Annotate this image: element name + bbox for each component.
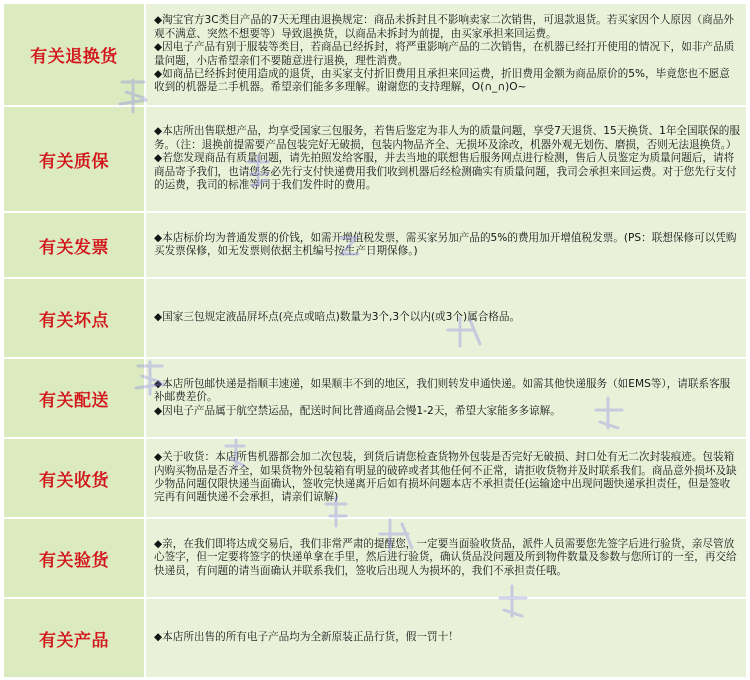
section-warranty xyxy=(3,106,747,212)
section-title: 有关发票 xyxy=(3,212,145,278)
body-line: ◆如商品已经拆封使用造成的退货，由买家支付折旧费用且承担来回运费，折旧费用金额为商品原价的5%，毕竟您也不愿意收到的机器是二手机器。希望亲们能多多理解。谢谢您的支持理解，O(∩_∩)O~ xyxy=(154,67,730,94)
body-line: ◆本店所包邮快递是指顺丰速递，如果顺丰不到的地区，我们则转发申通快递。如需其他快递服务（如EMS等），请联系客服补邮费差价。 xyxy=(154,377,731,404)
section-invoice xyxy=(3,212,747,278)
section-body xyxy=(145,358,747,438)
body-line: ◆本店所出售联想产品，均享受国家三包服务，若售后鉴定为非人为的质量问题，享受7天退货、15天换货、1年全国联保的服务。（注：退换前提需要产品包装完好无破损，包装内物品齐全、无损坏及涂改，机器外观无划伤、磨损，否则无法退换货。） xyxy=(154,125,740,151)
body-line: ◆淘宝官方3C类目产品的7天无理由退换规定：商品未拆封且不影响卖家二次销售，可退款退货。若买家因个人原因（商品外观不满意、突然不想要等）导致退换货，以商品未拆封为前提，由买家承担来回运费。 xyxy=(154,14,734,40)
body-line: ◆关于收货：本店所售机器都会加二次包装，到货后请您检查货物外包装是否完好无破损、封口处有无二次封装痕迹。包装箱内购买物品是否齐全，如果货物外包装箱有明显的破碎或者其他任何不正常，请拒收货物并及时联系我们。商品意外损坏及缺少物品问题仅限快递当面确认，签收完快递离开后如有损坏问题本店不承担责任(运输途中出现问题快递承担责任，但是签收完再有问题快递不会承担，请亲们谅解) xyxy=(154,451,737,504)
section-title: 有关坏点 xyxy=(3,278,145,358)
section-body xyxy=(145,278,747,358)
section-returns xyxy=(3,3,747,106)
body-line: ◆亲，在我们即将达成交易后，我们非常严肃的提醒您，一定要当面验收货品，派件人员需要您先签字后进行验货，亲尽管放心签字，但一定要将签字的快递单拿在手里，然后进行验货，确认货品没问题及所到物件数量及参数与您所订的一至，再交给快递员，有问题的请当面确认并联系我们，签收后出现人为损坏的，我们不承担责任哦。 xyxy=(154,537,737,577)
body-line: ◆若您发现商品有质量问题，请先拍照发给客服，并去当地的联想售后服务网点进行检测，售后人员鉴定为质量问题后，请将商品寄予我们，也请您务必先行支付快递费用我们收到机器后经检测确实有质量问题，我司会承担来回运费。对于您先行支付的运费，我司的标准等同于我们发件时的费用。 xyxy=(154,152,737,192)
section-products xyxy=(3,598,747,678)
section-title: 有关退换货 xyxy=(3,3,145,106)
section-body xyxy=(145,518,747,598)
body-line: ◆国家三包规定液晶屏坏点(亮点或暗点)数量为3个,3个以内(或3个)属合格品。 xyxy=(154,311,521,324)
body-line: ◆因电子产品有别于服装等类目，若商品已经拆封，将严重影响产品的二次销售，在机器已经打开使用的情况下，如非产品质量问题，小店希望亲们不要随意进行退换，理性消费。 xyxy=(154,41,735,67)
section-title: 有关验货 xyxy=(3,518,145,598)
section-inspection xyxy=(3,518,747,598)
section-title: 有关收货 xyxy=(3,438,145,518)
section-delivery xyxy=(3,358,747,438)
section-body xyxy=(145,106,747,212)
section-dead-pixels xyxy=(3,278,747,358)
body-line: ◆本店所出售的所有电子产品均为全新原装正品行货，假一罚十！ xyxy=(154,631,459,644)
section-title: 有关配送 xyxy=(3,358,145,438)
section-body xyxy=(145,212,747,278)
section-body xyxy=(145,598,747,678)
policy-table xyxy=(2,2,748,679)
section-body xyxy=(145,438,747,518)
section-receiving xyxy=(3,438,747,518)
body-line: ◆因电子产品属于航空禁运品，配送时间比普通商品会慢1-2天，希望大家能多多谅解。 xyxy=(154,404,561,417)
body-line: ◆本店标价均为普通发票的价钱，如需开增值税发票，需买家另加产品的5%的费用加开增值税发票。(PS：联想保修可以凭购买发票保修，如无发票则依据主机编号按生产日期保修。) xyxy=(154,231,737,257)
section-title: 有关产品 xyxy=(3,598,145,678)
section-body xyxy=(145,3,747,106)
section-title: 有关质保 xyxy=(3,106,145,212)
